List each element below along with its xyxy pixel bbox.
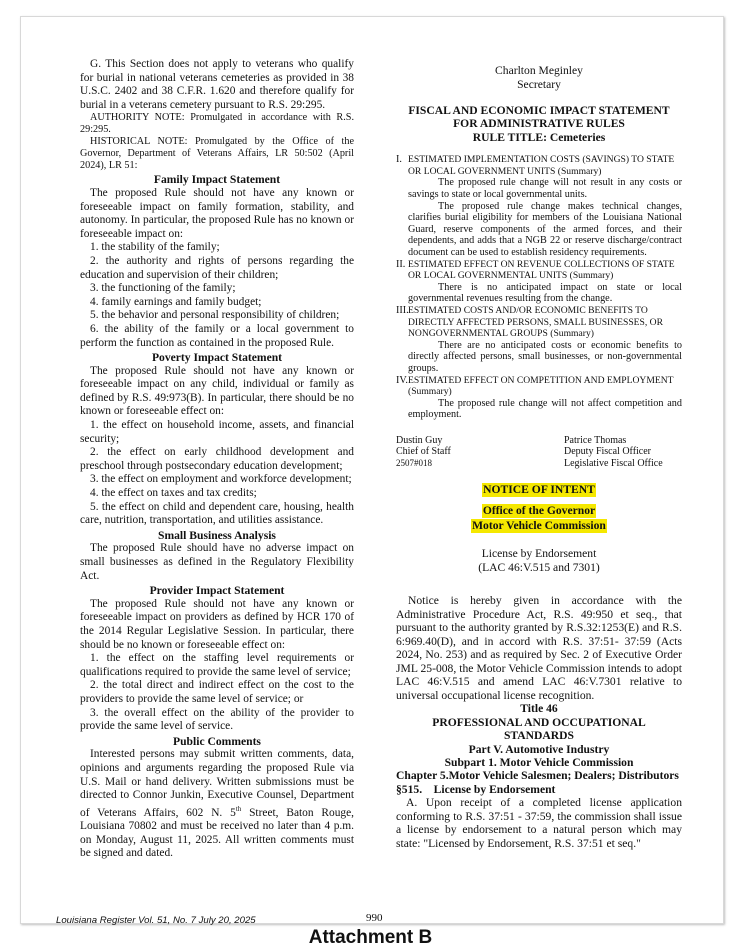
family-impact-intro: The proposed Rule should not have any known or foreseeable impact on family formation, stability, and autonomy. In particular, the proposed Rule has no known or foreseeable impact on: xyxy=(80,186,354,240)
signer-left xyxy=(396,435,451,470)
section-heading: ESTIMATED IMPLEMENTATION COSTS (SAVINGS) TO STATE OR LOCAL GOVERNMENT UNITS xyxy=(408,154,675,177)
section-paragraph: The proposed rule change makes technical changes, clarifies burial eligibility for members of the Louisiana National Guard, reserve components of the armed forces, and their dependents, and adds that a NGB 22 or reserve discharge/contract document can be used to establish residency requirements. xyxy=(408,200,682,258)
list-item: 6. the ability of the family or a local government to perform the function as contained in the proposed Rule. xyxy=(80,322,354,349)
fiscal-title-line: RULE TITLE: Cemeteries xyxy=(472,130,606,144)
authority-note: AUTHORITY NOTE: Promulgated in accordance with R.S. 29:295. xyxy=(80,112,354,136)
notice-commission: Motor Vehicle Commission xyxy=(472,518,606,532)
subpart-heading: Subpart 1. Motor Vehicle Commission xyxy=(444,756,634,770)
signer-line: Dustin Guy xyxy=(396,434,443,446)
right-column xyxy=(396,64,682,850)
section-paragraph: There are no anticipated costs or economic benefits to directly affected persons, small businesses, or non-governmental groups. xyxy=(408,339,682,374)
list-item: 4. family earnings and family budget; xyxy=(90,295,262,308)
section-summary-label: (Summary) xyxy=(569,270,614,282)
poverty-impact-intro: The proposed Rule should not have any known or foreseeable impact on any child, individual or family as defined by R.S. 49:973(B). In particular, there should be no known or foreseeable effect on: xyxy=(80,364,354,418)
fiscal-section-4 xyxy=(396,375,682,421)
part-heading: Part V. Automotive Industry xyxy=(468,742,610,756)
public-comments-text xyxy=(80,748,354,861)
paragraph-g: G. This Section does not apply to veterans who qualify for burial in national veterans cemeteries as provided in 38 U.S.C. 2402 and 38 C.F.R. 1.620 and therefore qualify for burial in a veterans cemetery pursuant to R.S. 29:295. xyxy=(80,58,354,111)
secretary-signature xyxy=(396,64,682,92)
fiscal-signers xyxy=(396,435,682,470)
section-number: IV. xyxy=(396,374,408,386)
provider-impact-intro: The proposed Rule should not have any known or foreseeable impact on providers as defined by HCR 170 of the 2014 Regular Legislative Session. In particular, there should be no known or foreseeable effect on: xyxy=(80,597,354,651)
historical-note: HISTORICAL NOTE: Promulgated by the Office of the Governor, Department of Veterans Affairs, LR 50:502 (April 2024), LR 51: xyxy=(80,136,354,172)
provider-impact-list xyxy=(80,652,354,734)
small-business-heading: Small Business Analysis xyxy=(158,528,276,542)
section-heading: ESTIMATED COSTS AND/OR ECONOMIC BENEFITS TO DIRECTLY AFFECTED PERSONS, SMALL BUSINESSES, OR NONGOVERNMENTAL GROUPS xyxy=(408,304,664,340)
fiscal-section-2 xyxy=(396,259,682,305)
list-item: 2. the effect on early childhood development and preschool through postsecondary education development; xyxy=(80,446,354,472)
comments-text-part: Interested persons may submit written comments, data, opinions and arguments regarding the proposed Rule via U.S. Mail or hand delivery. Written submissions must be directed to Connor Junkin, Executive Counsel, Department of Veterans Affairs, 602 N. 5 xyxy=(80,748,354,819)
signer-line: Chief of Staff xyxy=(396,446,451,458)
page-number: 990 xyxy=(366,912,383,924)
section-number: I. xyxy=(396,154,402,166)
notice-office: Office of the Governor xyxy=(482,504,596,518)
section-heading: ESTIMATED EFFECT ON COMPETITION AND EMPLOYMENT xyxy=(408,374,674,386)
small-business-text: The proposed Rule should have no adverse impact on small businesses as defined in the Regulatory Flexibility Act. xyxy=(80,542,354,582)
poverty-impact-list xyxy=(80,419,354,528)
signer-line: Deputy Fiscal Officer xyxy=(564,446,652,458)
section-heading: ESTIMATED EFFECT ON REVENUE COLLECTIONS OF STATE OR LOCAL GOVERNMENTAL UNITS xyxy=(408,258,675,282)
left-column xyxy=(80,58,354,861)
signer-title: Secretary xyxy=(517,78,561,91)
list-item: 1. the effect on household income, assets, and financial security; xyxy=(80,419,354,445)
poverty-impact-heading: Poverty Impact Statement xyxy=(151,351,283,365)
title-46: Title 46 xyxy=(520,702,558,716)
fiscal-section-1 xyxy=(396,154,682,258)
signer-name: Charlton Meginley xyxy=(495,64,583,77)
section-paragraph: The proposed rule change will not result in any costs or savings to state or local governmental units. xyxy=(408,177,682,200)
license-reference: (LAC 46:V.515 and 7301) xyxy=(478,561,600,575)
fiscal-impact-title xyxy=(396,104,682,144)
section-515-heading: §515. License by Endorsement xyxy=(396,782,556,796)
fiscal-title-line: FISCAL AND ECONOMIC IMPACT STATEMENT xyxy=(408,104,670,117)
family-impact-heading: Family Impact Statement xyxy=(153,173,281,187)
comments-text-part: Street, Baton Rouge, Louisiana 70802 and must be received no later than 4 p.m. on Monday, August 11, 2025. All written comments must be signed and dated. xyxy=(80,806,354,860)
list-item: 3. the functioning of the family; xyxy=(90,282,236,295)
notice-title: NOTICE OF INTENT xyxy=(483,482,595,496)
chapter-heading: Chapter 5.Motor Vehicle Salesmen; Dealers; Distributors xyxy=(396,769,679,783)
signer-right xyxy=(564,435,682,470)
list-item: 4. the effect on taxes and tax credits; xyxy=(90,487,257,500)
section-summary-label: (Summary) xyxy=(557,165,602,177)
section-number: II. xyxy=(396,258,406,270)
list-item: 2. the total direct and indirect effect on the cost to the providers to provide the same level of service; or xyxy=(80,679,354,705)
list-item: 3. the effect on employment and workforce development; xyxy=(90,473,352,486)
register-footer: Louisiana Register Vol. 51, No. 7 July 20, 2025 xyxy=(56,915,256,926)
signer-line: Legislative Fiscal Office xyxy=(564,458,663,470)
section-number: III. xyxy=(396,304,409,316)
notice-of-intent-header xyxy=(396,483,682,534)
fiscal-title-line: FOR ADMINISTRATIVE RULES xyxy=(453,117,625,131)
list-item: 5. the behavior and personal responsibility of children; xyxy=(90,309,340,322)
fiscal-section-3 xyxy=(396,305,682,375)
license-title: License by Endorsement xyxy=(481,547,597,561)
section-paragraph: The proposed rule change will not affect competition and employment. xyxy=(408,397,682,421)
list-item: 1. the effect on the staffing level requirements or qualifications required to provide the same level of service; xyxy=(80,652,354,678)
doc-number: 2507#018 xyxy=(396,458,432,469)
list-item: 1. the stability of the family; xyxy=(90,241,220,254)
license-title-block xyxy=(396,547,682,575)
family-impact-list xyxy=(80,241,354,350)
comments-superscript: th xyxy=(235,804,242,813)
section-summary-label: (Summary) xyxy=(408,386,452,398)
signer-line: Patrice Thomas xyxy=(564,434,627,446)
section-summary-label: (Summary) xyxy=(550,328,594,340)
public-comments-heading: Public Comments xyxy=(173,734,261,748)
professional-standards-heading: PROFESSIONAL AND OCCUPATIONAL STANDARDS xyxy=(432,715,646,743)
section-paragraph: There is no anticipated impact on state or local governmental revenues resulting from the change. xyxy=(408,281,682,305)
attachment-label: Attachment B xyxy=(308,927,433,948)
list-item: 2. the authority and rights of persons regarding the education and supervision of their children; xyxy=(80,254,354,281)
list-item: 3. the overall effect on the ability of the provider to provide the same level of service. xyxy=(80,706,354,733)
paragraph-a: A. Upon receipt of a completed license application conforming to R.S. 37:51 - 37:59, the commission shall issue a license by endorsement to a natural person which may state: "Licensed by Endorsement, R.S. 37:51 et seq." xyxy=(396,796,682,850)
list-item: 5. the effect on child and dependent care, housing, health care, nutrition, transportation, and utilities assistance. xyxy=(80,500,354,527)
provider-impact-heading: Provider Impact Statement xyxy=(149,584,285,598)
notice-paragraph: Notice is hereby given in accordance with the Administrative Procedure Act, R.S. 49:950 et seq., that pursuant to the authority granted by R.S.32:1253(E) and R.S. 6:969.40(D), and in accord with R.S. 37:51- 37:59 (Acts 2024, No. 253) and as required by Sec. 2 of Executive Order JML 25-008, the Motor Vehicle Commission intends to adopt LAC 46:V.515 and amend LAC 46:V.7301 relative to universal occupational license recognition. xyxy=(396,594,682,702)
